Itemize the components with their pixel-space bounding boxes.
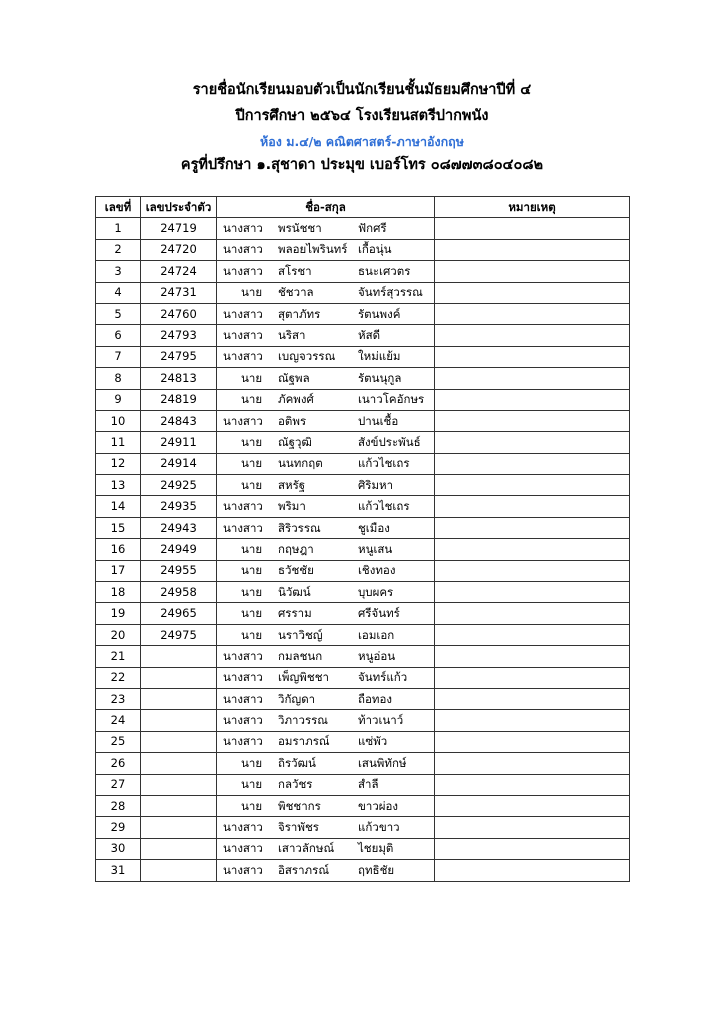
note-cell (435, 688, 630, 709)
row-number: 21 (96, 646, 141, 667)
table-row (96, 239, 630, 260)
name-title: นาย (241, 456, 263, 471)
student-name-cell (217, 795, 435, 816)
student-name-cell (217, 688, 435, 709)
name-title: นาย (241, 755, 263, 770)
student-id (141, 667, 217, 688)
note-cell (435, 282, 630, 303)
student-name-cell (217, 817, 435, 838)
row-number: 19 (96, 603, 141, 624)
first-name: ธวัชชัย (278, 563, 314, 578)
student-id: 24843 (141, 410, 217, 431)
note-cell (435, 517, 630, 538)
table-body (96, 218, 630, 881)
row-number: 31 (96, 860, 141, 881)
first-name: ณัฐพล (278, 370, 310, 385)
first-name: วิกัญดา (278, 691, 316, 706)
student-name-cell (217, 282, 435, 303)
row-number: 15 (96, 517, 141, 538)
student-id: 24911 (141, 432, 217, 453)
row-number: 9 (96, 389, 141, 410)
student-name-cell (217, 582, 435, 603)
note-cell (435, 346, 630, 367)
row-number: 6 (96, 325, 141, 346)
note-cell (435, 539, 630, 560)
student-id (141, 753, 217, 774)
student-id (141, 774, 217, 795)
col-header-note: หมายเหตุ (435, 197, 630, 218)
note-cell (435, 239, 630, 260)
student-name-cell (217, 667, 435, 688)
row-number: 13 (96, 475, 141, 496)
note-cell (435, 453, 630, 474)
last-name: เสนพิทักษ์ (358, 755, 407, 770)
table-row (96, 346, 630, 367)
name-title: นางสาว (223, 713, 263, 728)
first-name: สโรชา (278, 263, 312, 278)
note-cell (435, 303, 630, 324)
name-title: นาย (241, 798, 263, 813)
table-row (96, 282, 630, 303)
first-name: ถิรวัฒน์ (278, 755, 316, 770)
table-row (96, 582, 630, 603)
row-number: 2 (96, 239, 141, 260)
name-title: นาย (241, 392, 263, 407)
table-row (96, 688, 630, 709)
student-id: 24724 (141, 261, 217, 282)
last-name: หัสดี (358, 328, 381, 343)
student-id: 24760 (141, 303, 217, 324)
first-name: ณัฐวุฒิ (278, 434, 312, 449)
table-row (96, 817, 630, 838)
student-name-cell (217, 496, 435, 517)
last-name: สำลี (358, 777, 379, 792)
last-name: เนาวโคอักษร (358, 392, 425, 407)
title-line-2: ปีการศึกษา ๒๕๖๔ โรงเรียนสตรีปากพนัง (235, 108, 489, 124)
row-number: 7 (96, 346, 141, 367)
student-id (141, 795, 217, 816)
student-name-cell (217, 646, 435, 667)
first-name: อมราภรณ์ (278, 734, 330, 749)
student-id: 24949 (141, 539, 217, 560)
student-name-cell (217, 325, 435, 346)
table-row (96, 539, 630, 560)
student-name-cell (217, 410, 435, 431)
student-name-cell (217, 731, 435, 752)
student-id: 24819 (141, 389, 217, 410)
last-name: แก้วขาว (358, 820, 400, 835)
name-title: นาย (241, 370, 263, 385)
note-cell (435, 838, 630, 859)
row-number: 16 (96, 539, 141, 560)
student-id: 24925 (141, 475, 217, 496)
first-name: นนทกฤต (278, 456, 323, 471)
student-name-cell (217, 710, 435, 731)
row-number: 22 (96, 667, 141, 688)
student-id: 24935 (141, 496, 217, 517)
name-title: นางสาว (223, 520, 263, 535)
note-cell (435, 432, 630, 453)
name-title: นาย (241, 777, 263, 792)
first-name: เพ็ญพิชชา (278, 670, 329, 685)
last-name: รัตนพงค์ (358, 306, 401, 321)
first-name: อิสราภรณ์ (278, 862, 329, 877)
table-row (96, 560, 630, 581)
name-title: นาย (241, 627, 263, 642)
first-name: สิริวรรณ (278, 520, 321, 535)
name-title: นางสาว (223, 413, 263, 428)
first-name: ชัชวาล (278, 285, 314, 300)
table-row (96, 496, 630, 517)
row-number: 29 (96, 817, 141, 838)
student-id: 24965 (141, 603, 217, 624)
student-id (141, 860, 217, 881)
student-name-cell (217, 303, 435, 324)
last-name: หนูอ่อน (358, 648, 396, 663)
row-number: 30 (96, 838, 141, 859)
row-number: 14 (96, 496, 141, 517)
last-name: หนูเสน (358, 541, 393, 556)
student-id (141, 731, 217, 752)
student-name-cell (217, 838, 435, 859)
table-row (96, 218, 630, 239)
last-name: แก้วไชเถร (358, 499, 410, 514)
table-row (96, 475, 630, 496)
student-name-cell (217, 239, 435, 260)
student-name-cell (217, 560, 435, 581)
table-row (96, 624, 630, 645)
name-title: นางสาว (223, 734, 263, 749)
first-name: เสาวลักษณ์ (278, 841, 335, 856)
student-name-cell (217, 603, 435, 624)
last-name: แซ่พัว (358, 734, 388, 749)
student-name-cell (217, 475, 435, 496)
row-number: 27 (96, 774, 141, 795)
last-name: ท้าวเนาว์ (358, 713, 404, 728)
row-number: 3 (96, 261, 141, 282)
table-row (96, 838, 630, 859)
student-id: 24943 (141, 517, 217, 538)
last-name: เชิงทอง (358, 563, 396, 578)
row-number: 17 (96, 560, 141, 581)
table-row (96, 368, 630, 389)
student-id: 24795 (141, 346, 217, 367)
first-name: นริสา (278, 328, 306, 343)
name-title: นาย (241, 584, 263, 599)
last-name: จันทร์สุวรรณ (358, 285, 423, 300)
last-name: ธนะเศวตร (358, 263, 411, 278)
note-cell (435, 560, 630, 581)
row-number: 12 (96, 453, 141, 474)
first-name: นราวิชญ์ (278, 627, 323, 642)
student-name-cell (217, 346, 435, 367)
first-name: เบญจวรรณ (278, 349, 336, 364)
name-title: นางสาว (223, 349, 263, 364)
table-row (96, 667, 630, 688)
last-name: เอมเอก (358, 627, 395, 642)
row-number: 26 (96, 753, 141, 774)
table-row (96, 731, 630, 752)
note-cell (435, 817, 630, 838)
student-name-cell (217, 453, 435, 474)
col-header-id: เลขประจำตัว (141, 197, 217, 218)
name-title: นางสาว (223, 306, 263, 321)
name-title: นาย (241, 606, 263, 621)
last-name: บุบผคร (358, 584, 394, 599)
student-id (141, 646, 217, 667)
student-name-cell (217, 218, 435, 239)
table-row (96, 261, 630, 282)
student-id: 24793 (141, 325, 217, 346)
note-cell (435, 624, 630, 645)
student-name-cell (217, 860, 435, 881)
student-id: 24720 (141, 239, 217, 260)
student-name-cell (217, 432, 435, 453)
name-title: นางสาว (223, 221, 263, 236)
table-row (96, 410, 630, 431)
advisor-line: ครูที่ปรึกษา ๑.สุชาดา ประมุข เบอร์โทร ๐๘๗๗๓๘๐๔๐๘๒ (180, 157, 544, 173)
student-table (95, 196, 630, 882)
note-cell (435, 496, 630, 517)
note-cell (435, 774, 630, 795)
first-name: จิราพัชร (278, 820, 319, 835)
last-name: ชูเมือง (358, 520, 390, 535)
name-title: นาย (241, 434, 263, 449)
class-line: ห้อง ม.๔/๒ คณิตศาสตร์-ภาษาอังกฤษ (260, 134, 464, 149)
name-title: นางสาว (223, 841, 263, 856)
student-id: 24731 (141, 282, 217, 303)
last-name: แก้วไชเถร (358, 456, 410, 471)
name-title: นางสาว (223, 328, 263, 343)
student-id: 24975 (141, 624, 217, 645)
table-header-row (96, 197, 630, 218)
table-row (96, 646, 630, 667)
first-name: พรนัชชา (278, 221, 322, 236)
last-name: ฤทธิชัย (358, 862, 395, 877)
student-id (141, 817, 217, 838)
student-id: 24955 (141, 560, 217, 581)
last-name: ศรีจันทร์ (358, 606, 400, 621)
student-id (141, 710, 217, 731)
row-number: 11 (96, 432, 141, 453)
table-row (96, 753, 630, 774)
row-number: 4 (96, 282, 141, 303)
student-name-cell (217, 368, 435, 389)
note-cell (435, 368, 630, 389)
first-name: วิภาวรรณ (278, 713, 328, 728)
first-name: อติพร (278, 413, 307, 428)
table-row (96, 795, 630, 816)
last-name: ถือทอง (358, 691, 392, 706)
row-number: 20 (96, 624, 141, 645)
name-title: นางสาว (223, 862, 263, 877)
last-name: ฟักศรี (358, 221, 387, 236)
table-row (96, 325, 630, 346)
name-title: นาย (241, 541, 263, 556)
student-name-cell (217, 753, 435, 774)
first-name: พิชชากร (278, 798, 321, 813)
last-name: จันทร์แก้ว (358, 670, 408, 685)
table-row (96, 860, 630, 881)
row-number: 18 (96, 582, 141, 603)
first-name: ภัคพงศ์ (278, 392, 314, 407)
row-number: 5 (96, 303, 141, 324)
name-title: นาย (241, 285, 263, 300)
last-name: เกื้อนุ่น (358, 242, 392, 257)
note-cell (435, 795, 630, 816)
col-header-no: เลขที่ (96, 197, 141, 218)
row-number: 25 (96, 731, 141, 752)
note-cell (435, 325, 630, 346)
first-name: กฤษฎา (278, 541, 314, 556)
table-row (96, 517, 630, 538)
note-cell (435, 667, 630, 688)
name-title: นางสาว (223, 820, 263, 835)
note-cell (435, 603, 630, 624)
note-cell (435, 218, 630, 239)
note-cell (435, 261, 630, 282)
name-title: นางสาว (223, 670, 263, 685)
note-cell (435, 389, 630, 410)
note-cell (435, 475, 630, 496)
table-row (96, 453, 630, 474)
student-id: 24719 (141, 218, 217, 239)
student-id (141, 688, 217, 709)
table-row (96, 389, 630, 410)
row-number: 28 (96, 795, 141, 816)
student-id: 24958 (141, 582, 217, 603)
table-row (96, 303, 630, 324)
last-name: ไชยมุติ (358, 841, 394, 856)
col-header-name: ชื่อ-สกุล (217, 197, 435, 218)
first-name: นิวัฒน์ (278, 584, 311, 599)
first-name: พริมา (278, 499, 306, 514)
note-cell (435, 582, 630, 603)
student-name-cell (217, 624, 435, 645)
note-cell (435, 753, 630, 774)
first-name: กลวัชร (278, 777, 313, 792)
first-name: พลอยไพรินทร์ (278, 242, 348, 257)
note-cell (435, 410, 630, 431)
first-name: สหรัฐ (278, 477, 306, 492)
table-row (96, 710, 630, 731)
first-name: ศรราม (278, 606, 312, 621)
note-cell (435, 710, 630, 731)
last-name: ใหม่แย้ม (358, 349, 401, 364)
student-id: 24813 (141, 368, 217, 389)
last-name: ขาวผ่อง (358, 798, 399, 813)
last-name: รัตนนุกูล (358, 370, 402, 385)
row-number: 10 (96, 410, 141, 431)
name-title: นาย (241, 563, 263, 578)
last-name: ศิริมหา (358, 477, 394, 492)
name-title: นางสาว (223, 648, 263, 663)
row-number: 23 (96, 688, 141, 709)
table-row (96, 603, 630, 624)
student-name-cell (217, 517, 435, 538)
note-cell (435, 860, 630, 881)
student-name-cell (217, 539, 435, 560)
student-name-cell (217, 261, 435, 282)
row-number: 24 (96, 710, 141, 731)
table-row (96, 432, 630, 453)
name-title: นางสาว (223, 499, 263, 514)
last-name: สังข์ประพันธ์ (358, 434, 421, 449)
last-name: ปานเชื้อ (358, 413, 399, 428)
student-id (141, 838, 217, 859)
table-row (96, 774, 630, 795)
name-title: นางสาว (223, 242, 263, 257)
student-name-cell (217, 389, 435, 410)
note-cell (435, 731, 630, 752)
row-number: 1 (96, 218, 141, 239)
student-name-cell (217, 774, 435, 795)
name-title: นาย (241, 477, 263, 492)
first-name: กมลชนก (278, 648, 323, 663)
first-name: สุตาภัทร (278, 306, 321, 321)
name-title: นางสาว (223, 691, 263, 706)
row-number: 8 (96, 368, 141, 389)
title-line-1: รายชื่อนักเรียนมอบตัวเป็นนักเรียนชั้นมัธยมศึกษาปีที่ ๔ (192, 82, 532, 98)
name-title: นางสาว (223, 263, 263, 278)
note-cell (435, 646, 630, 667)
student-id: 24914 (141, 453, 217, 474)
